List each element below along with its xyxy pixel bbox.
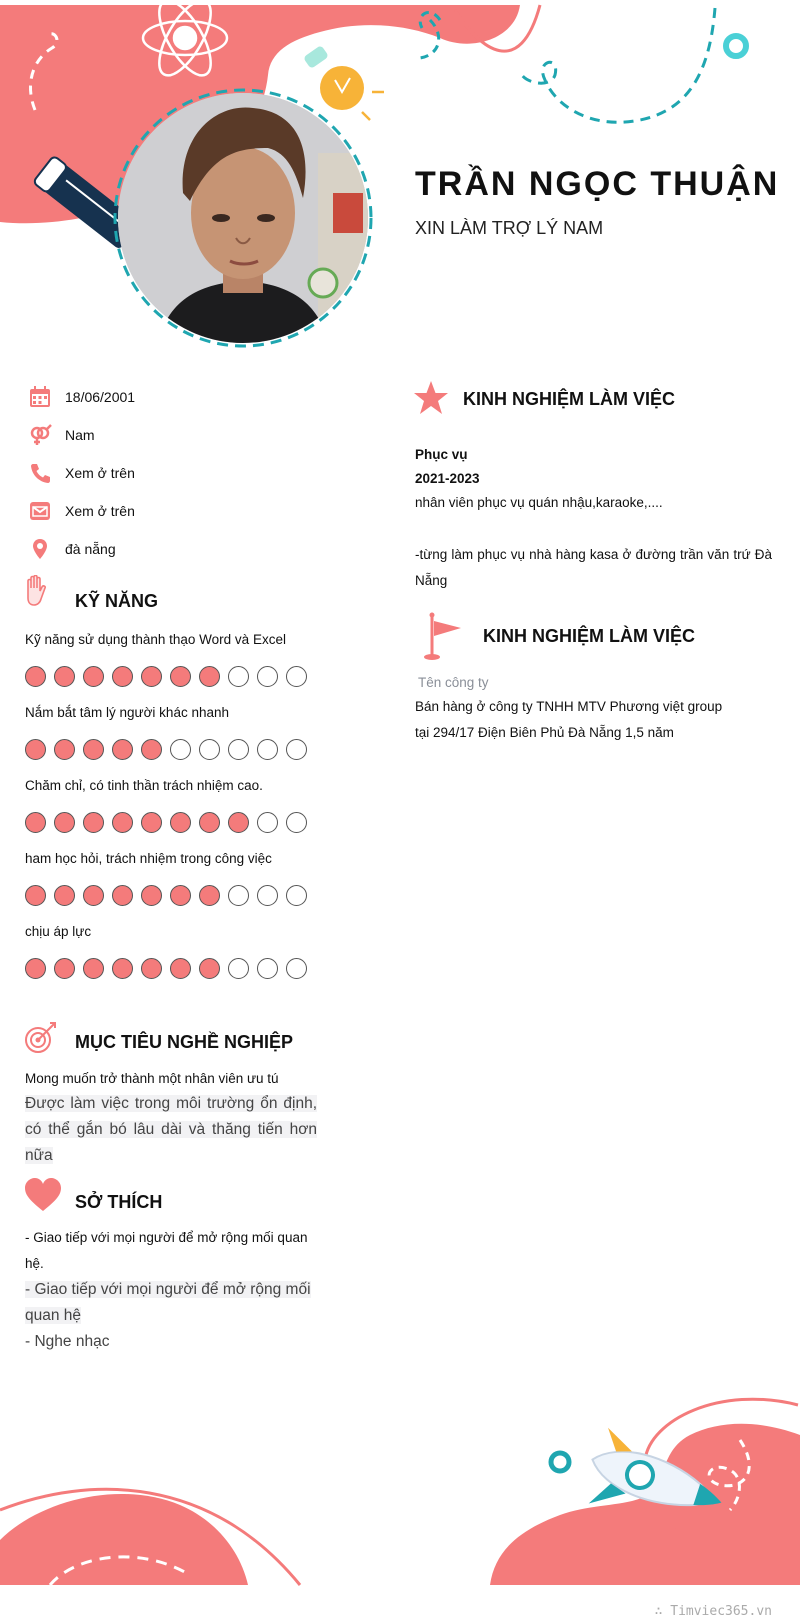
info-phone [28,460,135,486]
rating-dot-empty [257,958,278,979]
rating-dot-filled [141,739,162,760]
rating-dot-filled [25,666,46,687]
rating-dot-filled [25,885,46,906]
rating-dot-filled [25,812,46,833]
company-name-placeholder: Tên công ty [418,675,489,690]
rating-dot-filled [170,885,191,906]
address-value: đà nẵng [65,541,116,557]
candidate-name: TRẦN NGỌC THUẬN [415,165,780,203]
rating-dot-filled [199,885,220,906]
birthday-value: 18/06/2001 [65,389,136,405]
rating-dot-filled [83,958,104,979]
rating-dot-empty [257,739,278,760]
rating-dot-empty [199,739,220,760]
rating-dot-filled [228,812,249,833]
phone-value: Xem ở trên [65,465,135,481]
calendar-icon [28,385,52,409]
experience-heading: KINH NGHIỆM LÀM VIỆC [463,389,676,409]
experience-position: Phục vụ [415,447,468,462]
skills-heading: KỸ NĂNG [75,591,159,611]
rating-dot-filled [141,958,162,979]
rating-dot-empty [257,666,278,687]
gender-icon [28,423,52,447]
rating-dot-filled [25,958,46,979]
hand-icon [22,575,50,607]
rating-dot-empty [286,666,307,687]
hobby-line2: - Giao tiếp với mọi người để mở rộng mối quan hệ [25,1281,311,1324]
experience2-desc2: tại 294/17 Điện Biên Phủ Đà Nẵng 1,5 năm [415,725,674,740]
rating-dot-filled [199,958,220,979]
info-gender [28,422,95,448]
rating-dot-empty [228,739,249,760]
rating-dot-filled [54,885,75,906]
info-address [28,536,116,562]
rating-dot-filled [54,812,75,833]
rating-dot-filled [112,666,133,687]
rating-dot-filled [112,885,133,906]
objective-heading: MỤC TIÊU NGHỀ NGHIỆP [75,1032,294,1052]
watermark: ∴ Timviec365.vn [654,1604,772,1619]
location-icon [28,537,52,561]
rating-dot-empty [286,958,307,979]
rating-dot-filled [83,885,104,906]
rating-dot-filled [112,812,133,833]
star-icon [413,380,449,416]
lightbulb-icon [303,45,384,120]
footer-decoration [0,1380,800,1623]
experience-desc2: -từng làm phục vụ nhà hàng kasa ở đường trần văn trứ Đà Nẵng [415,547,772,588]
skill-name: Nắm bắt tâm lý người khác nhanh [25,705,229,720]
rating-dot-filled [83,666,104,687]
info-email [28,498,135,524]
rating-dot-filled [54,666,75,687]
rating-dot-filled [112,958,133,979]
heart-icon [24,1178,62,1212]
phone-icon [28,461,52,485]
rating-dot-filled [170,666,191,687]
hobby-line1: - Giao tiếp với mọi người để mở rộng mối quan hệ. [25,1230,308,1271]
rating-dot-empty [170,739,191,760]
target-icon [24,1020,58,1054]
job-title: XIN LÀM TRỢ LÝ NAM [415,218,604,238]
info-birthday [28,384,136,410]
rating-dot-empty [286,885,307,906]
rating-dot-filled [141,885,162,906]
rating-dot-empty [228,885,249,906]
skill-name: ham học hỏi, trách nhiệm trong công việc [25,851,272,866]
experience2-desc1: Bán hàng ở công ty TNHH MTV Phương việt group [415,699,723,714]
rating-dot-empty [228,666,249,687]
objective-line1: Mong muốn trở thành một nhân viên ưu tú [25,1071,279,1086]
rating-dot-filled [170,812,191,833]
flag-icon [423,612,463,662]
rating-dot-filled [170,958,191,979]
rating-dot-filled [54,739,75,760]
rating-dot-empty [286,812,307,833]
objective-line2: Được làm việc trong môi trường ổn định, có thể gắn bó lâu dài và thăng tiến hơn nữa [25,1095,317,1164]
rating-dot-filled [199,666,220,687]
rating-dot-filled [199,812,220,833]
hobbies-heading: SỞ THÍCH [75,1192,163,1212]
avatar [118,93,368,343]
rating-dot-filled [141,666,162,687]
email-icon [28,499,52,523]
skill-name: chịu áp lực [25,924,92,939]
rating-dot-empty [228,958,249,979]
email-value: Xem ở trên [65,503,135,519]
rating-dot-filled [141,812,162,833]
rating-dot-filled [54,958,75,979]
skill-name: Chăm chỉ, có tinh thần trách nhiệm cao. [25,778,263,793]
rating-dot-filled [112,739,133,760]
rating-dot-empty [257,885,278,906]
experience-heading: KINH NGHIỆM LÀM VIỆC [483,626,696,646]
experience-desc1: nhân viên phục vụ quán nhậu,karaoke,.... [415,495,663,510]
rating-dot-empty [286,739,307,760]
rating-dot-filled [25,739,46,760]
rating-dot-filled [83,739,104,760]
skill-name: Kỹ năng sử dụng thành thạo Word và Excel [25,632,286,647]
rating-dot-filled [83,812,104,833]
gender-value: Nam [65,427,95,443]
experience-period: 2021-2023 [415,471,480,486]
rating-dot-empty [257,812,278,833]
hobby-line3: - Nghe nhạc [25,1333,110,1350]
